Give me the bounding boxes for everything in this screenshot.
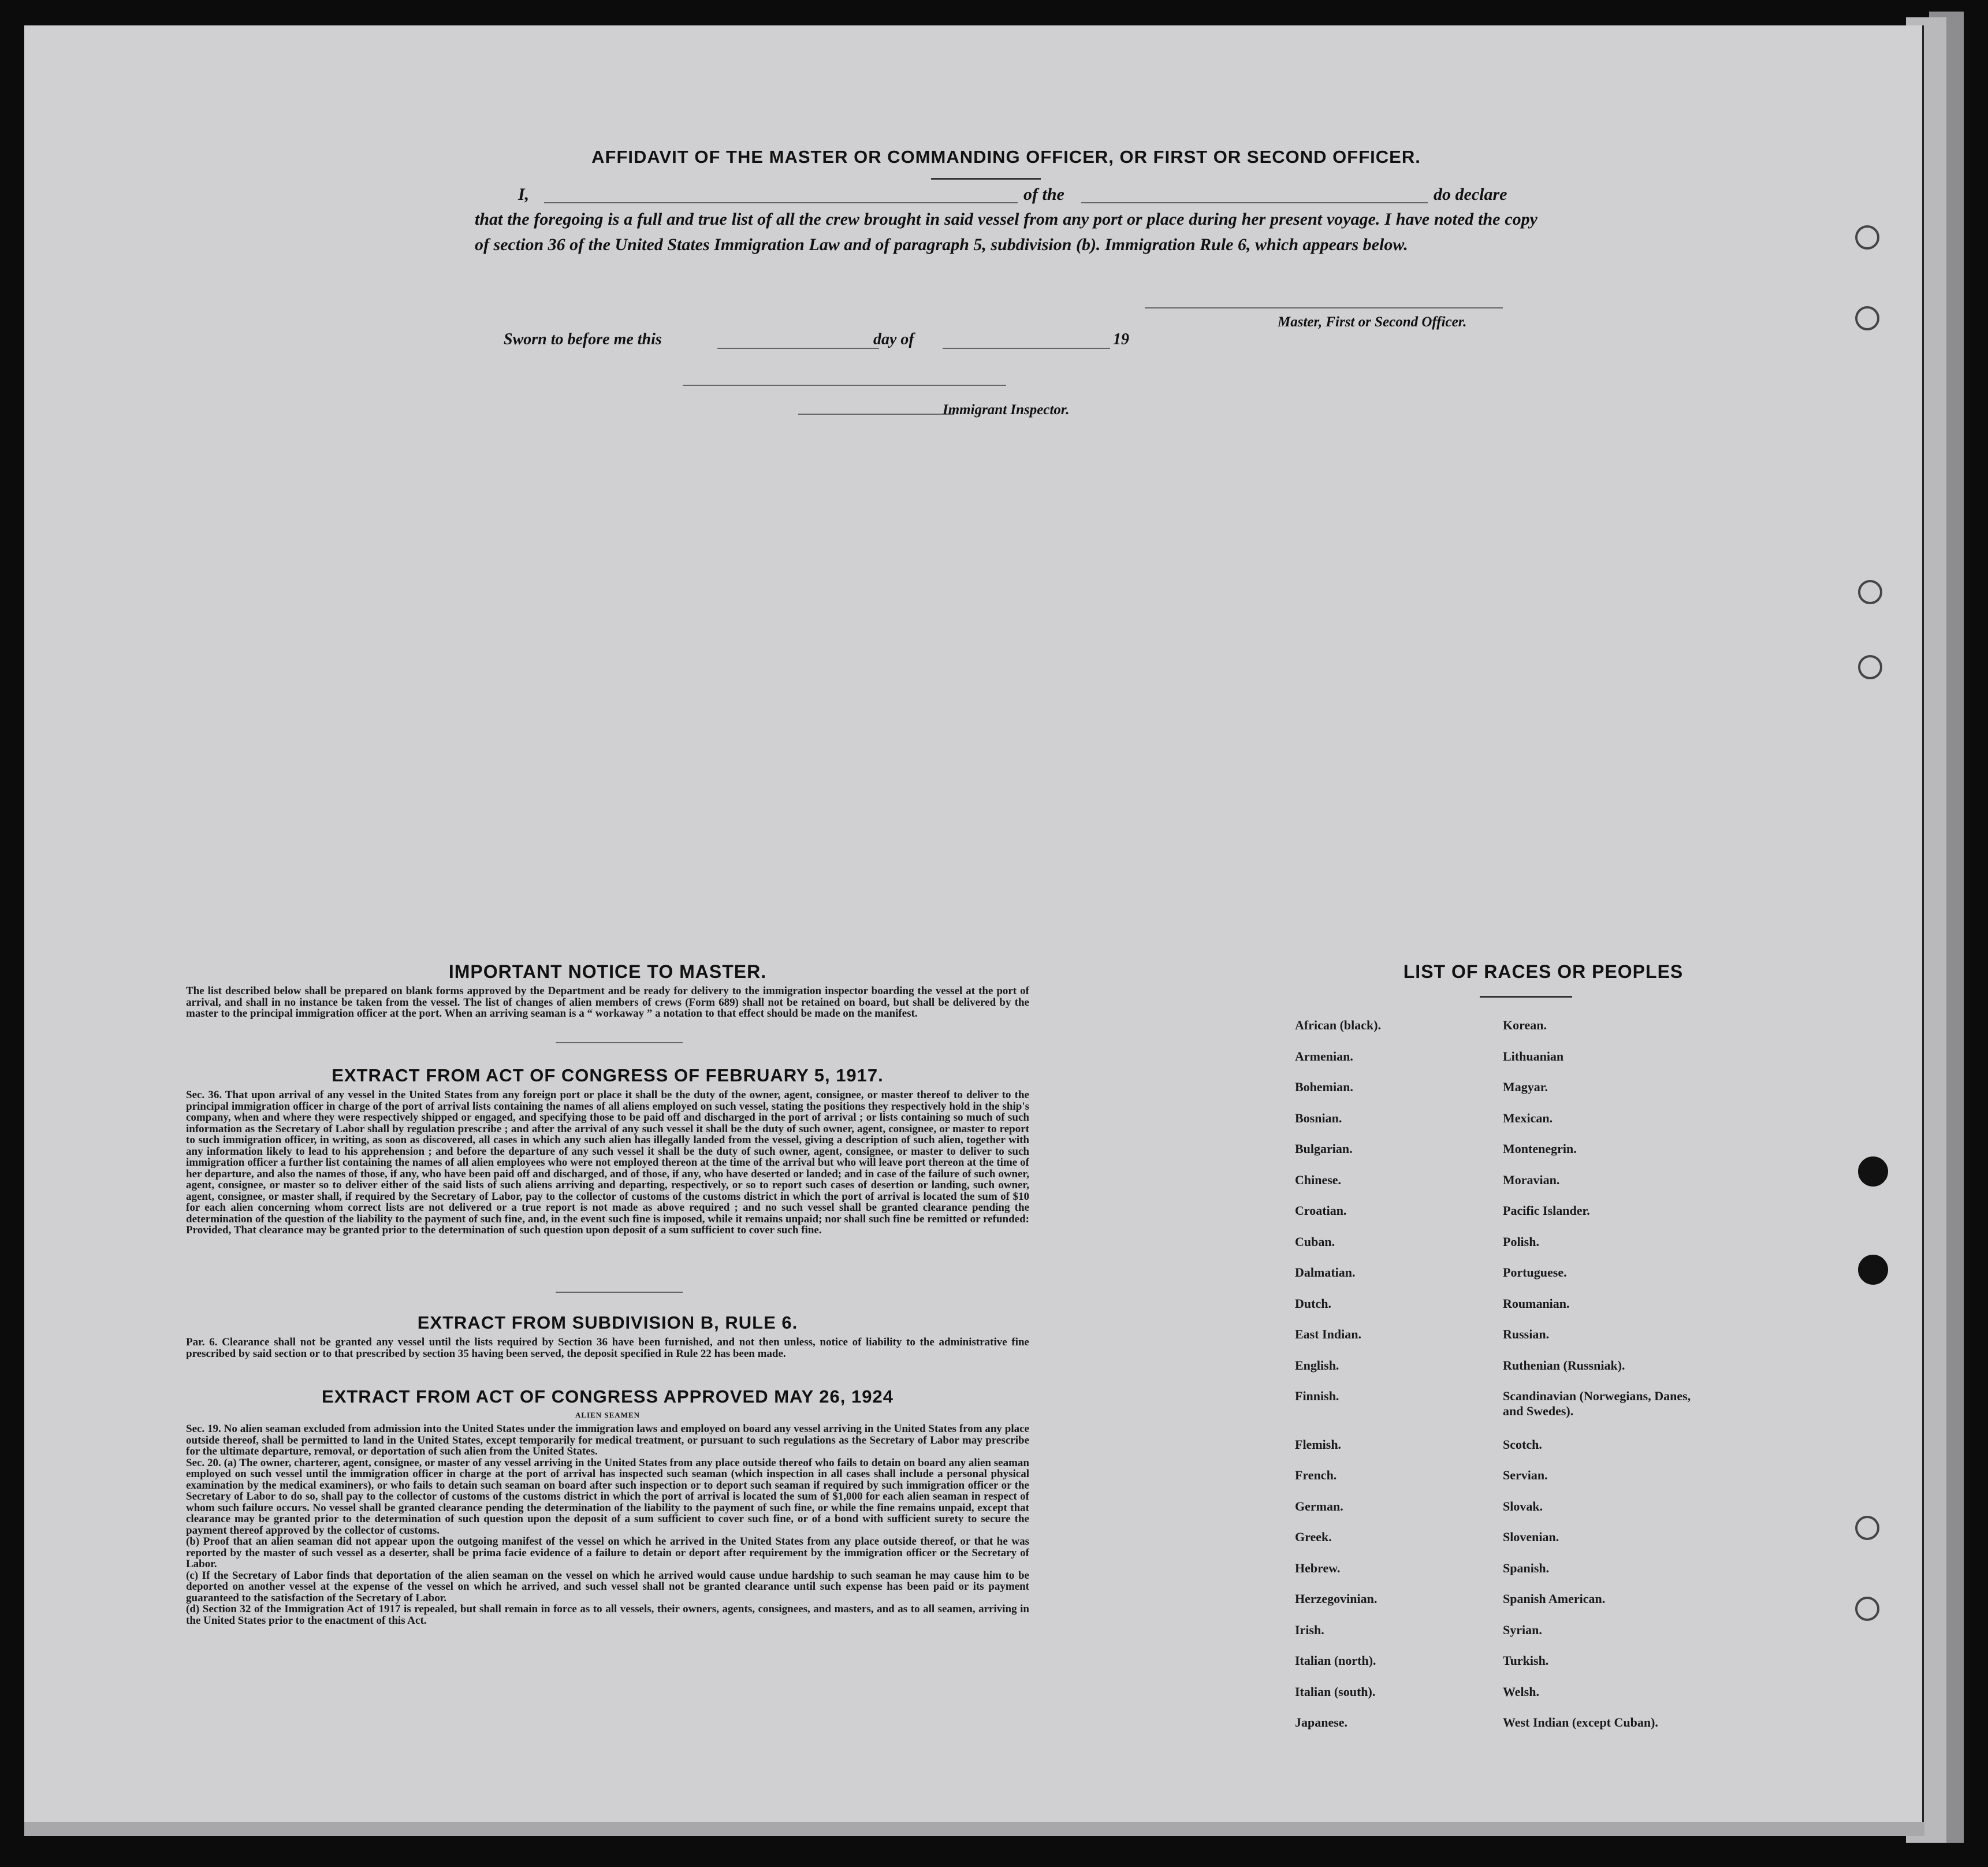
extract-1924-title: EXTRACT FROM ACT OF CONGRESS APPROVED MAY 26, 1924 xyxy=(322,1386,894,1407)
title-divider xyxy=(931,178,1041,180)
sworn-label: Sworn to before me this xyxy=(504,330,662,348)
binder-hole xyxy=(1855,306,1879,330)
race-item: Italian (north). xyxy=(1295,1653,1376,1668)
race-item: Welsh. xyxy=(1503,1684,1539,1699)
affidavit-body: that the foregoing is a full and true list of all the crew brought in said vessel from any port or place during her present voyage. I have noted the copy of section 36 of the United States Immigration Law and of paragraph 5, subdivision (b). Immigration Rule 6, which appears below. xyxy=(475,210,1537,254)
race-item: English. xyxy=(1295,1358,1339,1373)
races-divider xyxy=(1480,996,1572,998)
sworn-date-field[interactable] xyxy=(717,348,879,349)
sec20d-paragraph: (d) Section 32 of the Immigration Act of 1917 is repealed, but shall remain in force as to all vessels, their owners, agents, consignees, and masters, and as to all seamen, arriving in the United States prior to the enactment of this Act. xyxy=(186,1603,1029,1627)
race-item: Moravian. xyxy=(1503,1172,1560,1187)
race-item: Cuban. xyxy=(1295,1234,1335,1249)
race-item: Ruthenian (Russniak). xyxy=(1503,1358,1625,1373)
divider xyxy=(556,1042,683,1043)
binder-hole xyxy=(1855,225,1879,250)
notice-title: IMPORTANT NOTICE TO MASTER. xyxy=(448,961,767,982)
divider xyxy=(556,1292,683,1293)
binder-hole xyxy=(1858,580,1882,604)
race-item: French. xyxy=(1295,1468,1337,1482)
extract-1924-text xyxy=(186,1423,1029,1626)
race-item: Dutch. xyxy=(1295,1296,1331,1311)
race-item: Spanish American. xyxy=(1503,1591,1606,1606)
race-item: Roumanian. xyxy=(1503,1296,1570,1311)
declare-text: do declare xyxy=(1434,185,1507,204)
race-item: Bohemian. xyxy=(1295,1080,1353,1094)
race-item: Servian. xyxy=(1503,1468,1548,1482)
inspector-signature-field[interactable] xyxy=(798,414,954,415)
race-item: Dalmatian. xyxy=(1295,1265,1356,1280)
sec20a-paragraph: Sec. 20. (a) The owner, charterer, agent, consignee, or master of any vessel arriving in the United States from any place outside thereof who fails to detain on board any alien seaman employed on such vessel until the immigration officer in charge at the port of arrival has inspected such seaman (which inspection in all cases shall include a personal physical examination by the medical examiners), or who fails to detain such seaman on board after such inspection or to deport such seaman if required by such immigration officer or the Secretary of Labor to do so, shall pay to the collector of customs of the customs district in which the port of arrival is located the sum of $1,000 for each alien seaman in respect of whom such failure occurs. No vessel shall be granted clearance pending the determination of the liability to the payment of such fine, or while the fine remains unpaid, except that clearance may be granted prior to the determination of such question upon the deposit of a sum sufficient to cover such fine, or of a bond with sufficient surety to secure the payment thereof approved by the collector of customs. xyxy=(186,1456,1029,1537)
race-item: Armenian. xyxy=(1295,1048,1353,1063)
race-item: West Indian (except Cuban). xyxy=(1503,1715,1658,1730)
race-item: Pacific Islander. xyxy=(1503,1203,1590,1218)
race-item: Chinese. xyxy=(1295,1172,1342,1187)
declarant-prefix: I, xyxy=(518,185,530,204)
race-item: Polish. xyxy=(1503,1234,1539,1249)
declarant-of-the: of the xyxy=(1023,185,1064,204)
extract-1917-title: EXTRACT FROM ACT OF CONGRESS OF FEBRUARY 5, 1917. xyxy=(332,1065,884,1085)
binder-hole-dark xyxy=(1858,1255,1888,1285)
race-item: Finnish. xyxy=(1295,1389,1339,1403)
race-item: Mexican. xyxy=(1503,1110,1553,1125)
signature-field[interactable] xyxy=(1145,307,1503,308)
bottom-page-edge xyxy=(24,1822,1924,1836)
alien-seamen-subtitle: ALIEN SEAMEN xyxy=(575,1411,641,1419)
race-item: Scandinavian (Norwegians, Danes, and Swedes). xyxy=(1503,1389,1691,1418)
race-item: Russian. xyxy=(1503,1327,1550,1341)
extract-1917-text: Sec. 36. That upon arrival of any vessel in the United States from any foreign port or place it shall be the duty of the owner, agent, consignee, or master thereof to deliver to the principal immigration officer in charge of the port of arrival lists containing the names of all aliens employed on such vessel, stating the positions they respectively hold in the ship's company, when and where they were respectively shipped or engaged, and specifying those to be paid off and discharged in the port of arrival ; or lists containing so much of such information as the Secretary of Labor shall by regulation prescribe ; and after the arrival of any such vessel it shall be the duty of such owner, agent, consignee, or master to report to such immigration officer, in writing, as soon as discovered, all cases in which any such alien has illegally landed from the vessel, giving a description of such alien, together with any information likely to lead to his apprehension ; and before the departure of any such vessel it shall be the duty of such owner, agent, consignee, or master to deliver to such immigration officer a further list containing the names of all alien employees who were not employed thereon at the time of the arrival but who will leave port thereon at the time of her departure, and also the names of those, if any, who have been paid off and discharged, and of those, if any, who have deserted or landed; and in case of the failure of such owner, agent, consignee, or master so to deliver either of the said lists of such aliens arriving and departing, respectively, or so to report such cases of desertion or landing, such owner, agent, consignee, or master shall, if required by the Secretary of Labor, pay to the collector of customs of the customs district in which the port of arrival is located the sum of $10 for each alien concerning whom correct lists are not delivered or a true report is not made as above required ; and no such vessel shall be granted clearance pending the determination of the question of the liability to the payment of such fine, and, in the event such fine is imposed, while it remains unpaid; nor shall such fine be remitted or refunded: Provided, That clearance may be granted prior to the determination of such question upon deposit of a sum sufficient to cover such fine. xyxy=(186,1089,1029,1236)
affidavit-title: AFFIDAVIT OF THE MASTER OR COMMANDING OFFICER, OR FIRST OR SECOND OFFICER. xyxy=(591,147,1421,167)
binder-hole xyxy=(1858,655,1882,679)
race-item: Turkish. xyxy=(1503,1653,1549,1668)
inspector-label: Immigrant Inspector. xyxy=(943,402,1070,418)
race-item: Herzegovinian. xyxy=(1295,1591,1378,1606)
race-item: Italian (south). xyxy=(1295,1684,1376,1699)
vessel-name-field[interactable] xyxy=(1081,202,1428,203)
rule6-title: EXTRACT FROM SUBDIVISION B, RULE 6. xyxy=(417,1312,798,1333)
race-item: Spanish. xyxy=(1503,1560,1550,1575)
race-item: Greek. xyxy=(1295,1530,1332,1544)
signer-label: Master, First or Second Officer. xyxy=(1278,314,1467,330)
sec20b-paragraph: (b) Proof that an alien seaman did not appear upon the outgoing manifest of the vessel on which he arrived in the United States from any place outside thereof, or that he was reported by the master of such vessel as a deserter, shall be prima facie evidence of a failure to detain or deport after requirement by the immigration officer or the Secretary of Labor. xyxy=(186,1535,1029,1570)
race-item: German. xyxy=(1295,1498,1343,1513)
rule6-text: Par. 6. Clearance shall not be granted any vessel until the lists required by Section 36 have been furnished, and not then unless, notice of liability to the administrative fine prescribed by said section or to that prescribed by section 35 having been served, the deposit specified in Rule 22 has been made. xyxy=(186,1336,1029,1360)
race-item: Korean. xyxy=(1503,1018,1547,1032)
race-item: Montenegrin. xyxy=(1503,1141,1577,1156)
declarant-name-field[interactable] xyxy=(544,202,1018,203)
race-item: Portuguese. xyxy=(1503,1265,1567,1280)
race-item: East Indian. xyxy=(1295,1327,1361,1341)
sec19-paragraph: Sec. 19. No alien seaman excluded from admission into the United States under the immigration laws and employed on board any vessel arriving in the United States from any place outside thereof, shall be permitted to land in the United States, except temporarily for medical treatment, or pursuant to such regulations as the Secretary of Labor may prescribe for the ultimate departure, removal, or deportation of such alien from the United States. xyxy=(186,1423,1029,1457)
race-item: Japanese. xyxy=(1295,1715,1348,1730)
sworn-year: 19 xyxy=(1113,330,1129,348)
binder-hole-dark xyxy=(1858,1156,1888,1187)
race-item: Bosnian. xyxy=(1295,1110,1342,1125)
races-title: LIST OF RACES OR PEOPLES xyxy=(1403,961,1684,982)
race-item: Flemish. xyxy=(1295,1437,1342,1452)
manifest-back-page xyxy=(24,25,1924,1822)
sworn-day-of: day of xyxy=(873,330,914,348)
race-item: Syrian. xyxy=(1503,1622,1542,1637)
race-item: Slovenian. xyxy=(1503,1530,1559,1544)
race-item: African (black). xyxy=(1295,1018,1382,1032)
race-item: Irish. xyxy=(1295,1622,1324,1637)
notice-text: The list described below shall be prepared on blank forms approved by the Department and be ready for delivery to the immigration inspector boarding the vessel at the port of arrival, and shall in no instance be taken from the vessel. The list of changes of alien members of crews (Form 689) shall not be retained on board, but shall be delivered by the master to the principal immigration officer at the port. When an arriving seaman is a “ workaway ” a notation to that effect should be made on the manifest. xyxy=(186,985,1029,1020)
race-item: Scotch. xyxy=(1503,1437,1542,1452)
race-item: Hebrew. xyxy=(1295,1560,1341,1575)
notary-field[interactable] xyxy=(683,385,1006,386)
race-item: Magyar. xyxy=(1503,1080,1548,1094)
sworn-month-field[interactable] xyxy=(943,348,1110,349)
race-item: Bulgarian. xyxy=(1295,1141,1353,1156)
binder-hole xyxy=(1855,1516,1879,1540)
race-item: Croatian. xyxy=(1295,1203,1347,1218)
sec20c-paragraph: (c) If the Secretary of Labor finds that deportation of the alien seaman on the vessel on which he arrived would cause undue hardship to such seaman he may cause him to be deported on another vessel at the expense of the vessel on which he arrived, and such vessel shall not be granted clearance until such expense has been paid or its payment guaranteed to the satisfaction of the Secretary of Labor. xyxy=(186,1569,1029,1604)
race-item: Lithuanian xyxy=(1503,1048,1564,1063)
binder-hole xyxy=(1855,1597,1879,1621)
race-item: Slovak. xyxy=(1503,1498,1543,1513)
